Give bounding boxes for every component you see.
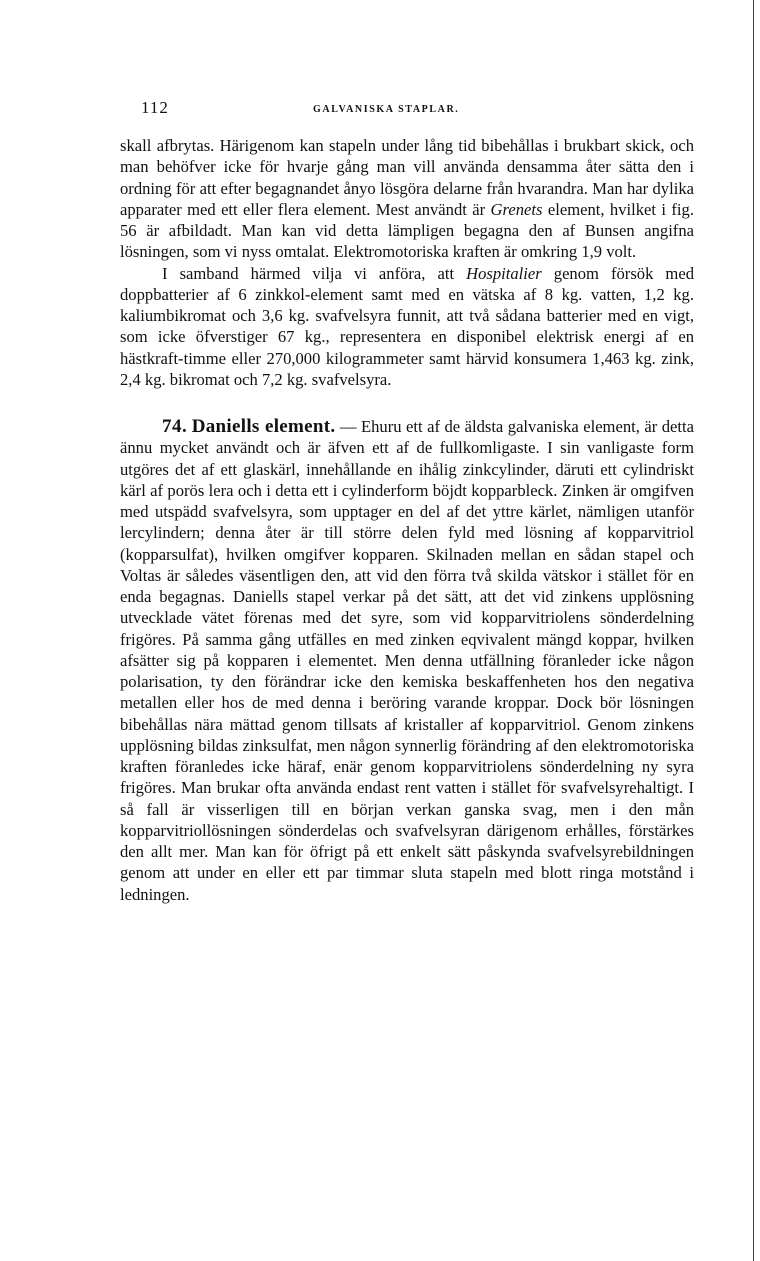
paragraph-text: I samband härmed vilja vi anföra, att	[162, 263, 467, 283]
section-number: 74.	[162, 416, 188, 437]
page-number: 112	[141, 98, 169, 117]
section-74-paragraph	[120, 416, 694, 905]
italic-name-hospitalier: Hospitalier	[466, 263, 542, 283]
page-header	[141, 98, 701, 124]
italic-name-grenet: Grenets	[490, 199, 543, 219]
page-body	[120, 135, 694, 905]
running-head: GALVANISKA STAPLAR.	[313, 104, 460, 115]
paragraph-text: — Ehuru ett af de äldsta galvaniska element, är detta ännu mycket användt och är äfven ett af de fullkomligaste. I sin vanligaste form utgöres det af ett glaskärl, innehållande en ihålig zinkcylinder, däruti ett cylindriskt kärl af porös lera och i detta ett i cylinderform böjdt kopparbleck. Zinken är omgifven med utspädd svafvelsyra, som upptager en del af det yttre kärlet, nämligen utanför lercylindern; denna åter är till större delen fyld med lösning af kopparvitriol (kopparsulfat), hvilken omgifver kopparen. Skilnaden mellan en sådan stapel och Voltas är således väsentligen den, att vid den förra två skilda vätskor i stället för en enda begagnas. Daniells stapel verkar på det sätt, att det vid zinkens upplösning utvecklade vätet förenas med det syre, som vid kopparvitriolens sönderdelning frigöres. På samma gång utfälles en med zinken eqvivalent mängd koppar, hvilken afsätter sig på kopparen i elementet. Men denna utfällning föranleder icke någon polarisation, ty den förändrar icke den kemiska beskaffenheten hos den negativa metallen eller hos de med denna i beröring varande kroppar. Dock bör lösningen bibehållas nära mättad genom tillsats af kristaller af kopparvitriol. Genom zinkens upplösning bildas zinksulfat, men någon synnerlig förändring af den elektromotoriska kraften föranledes icke häraf, enär genom kopparvitriolens sönderdelning ny syra frigöres. Man brukar ofta använda endast rent vatten i stället för svafvelsyrehaltigt. I så fall är visserligen till en början verkan ganska svag, men i den mån kopparvitriollösningen sönderdelas och svafvelsyran därigenom erhålles, förstärkes den allt mer. Man kan för öfrigt på ett enkelt sätt påskynda svafvelsyrebildningen genom att under en eller ett par timmar sluta stapeln med blott ringa motstånd i ledningen.	[120, 417, 694, 904]
paragraph-text: element, hvilket i fig. 56 är afbildadt. Man kan vid detta lämpligen begagna den af Bunsen angifna lösningen, som vi nyss omtalat. Elektromotoriska kraften är omkring 1,9 volt.	[120, 199, 694, 262]
page-edge-divider	[753, 0, 754, 1261]
paragraph-text: skall afbrytas. Härigenom kan stapeln under lång tid bibehållas i brukbart skick, och man behöfver icke för hvarje gång man vill använda densamma åter sätta den i ordning för att efter begagnandet ånyo lösgöra delarne från hvarandra. Man har dylika apparater med ett eller flera element. Mest användt är	[120, 136, 694, 219]
paragraph-continuation	[120, 135, 694, 263]
section-title: Daniells element.	[191, 416, 336, 437]
paragraph-text: genom försök med doppbatterier af 6 zinkkol-element samt med en vätska af 8 kg. vatten, 1,2 kg. kaliumbikromat och 3,6 kg. svafvelsyra funnit, att två sådana batterier med en vigt, som icke öfverstiger 67 kg., representera en disponibel elektrisk energi af en hästkraft-timme eller 270,000 kilogrammeter samt härvid konsumera 1,463 kg. zink, 2,4 kg. bikromat och 7,2 kg. svafvelsyra.	[120, 263, 694, 389]
paragraph-hospitalier	[120, 263, 694, 391]
